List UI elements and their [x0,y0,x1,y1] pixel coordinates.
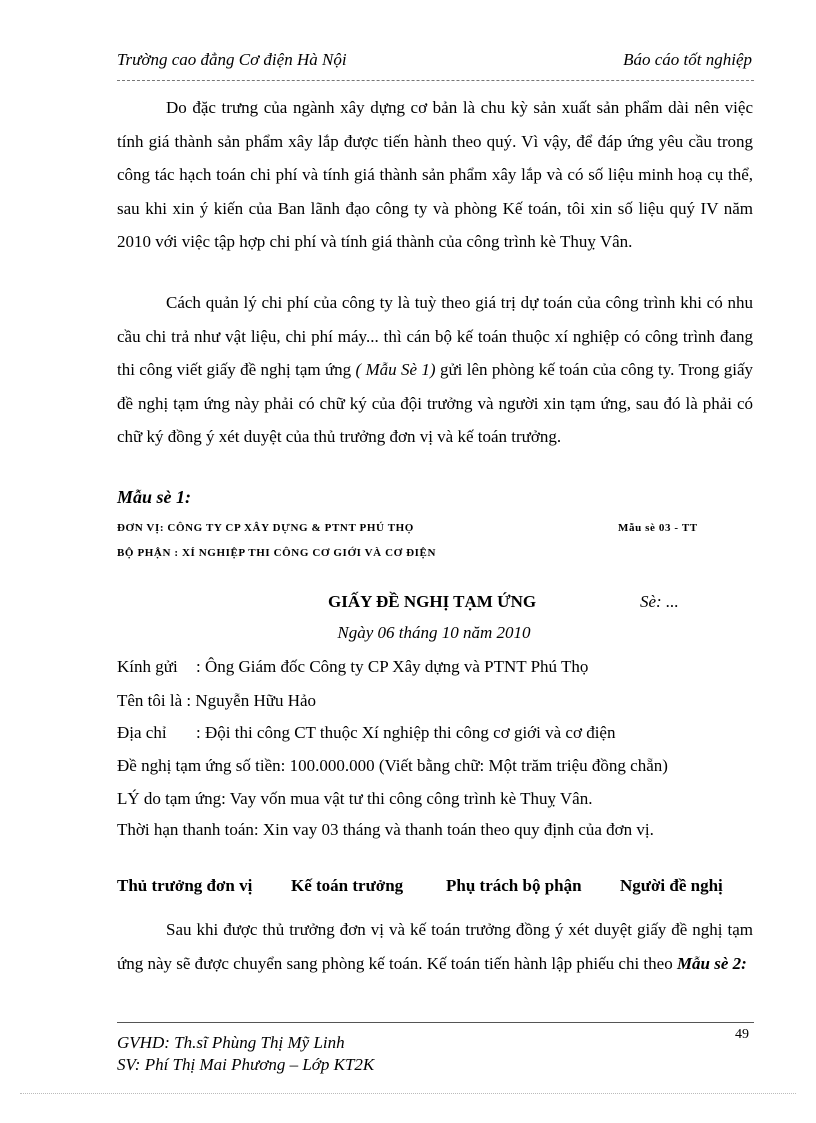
page-number: 49 [735,1027,749,1042]
signature-head-of-unit: Thủ trưởng đơn vị [117,876,253,895]
paragraph-text: gửi lên phòng kế toán của công ty. Trong giấy đề nghị tạm ứng này phải có chữ ký của đội trưởng và người xin tạm ứng, sau đó là phải có chữ ký đồng ý xét duyệt của thủ trưởng đơn vị và kế toán trưởng. [117,360,754,446]
form-date: Ngày 06 tháng 10 năm 2010 [337,623,531,642]
address-value: : Đội thi công CT thuộc Xí nghiệp thi công cơ giới và cơ điện [196,723,616,742]
signature-requester: Người đề nghị [620,876,723,895]
name-value: : Nguyễn Hữu Hảo [182,691,317,710]
form-title: GIẤY ĐỀ NGHỊ TẠM ỨNG [328,592,537,611]
form-reason-line: LÝ do tạm ứng: Vay vốn mua vật tư thi công công trình kè Thuỵ Vân. [117,789,593,808]
header-divider [117,80,754,81]
sample-label: Mẫu sè 1: [117,487,192,507]
footer-advisor: GVHD: Th.sĩ Phùng Thị Mỹ Linh [117,1033,345,1052]
recipient-value: : Ông Giám đốc Công ty CP Xây dựng và PTNT Phú Thọ [196,657,589,676]
signature-chief-accountant: Kế toán trưởng [291,876,404,895]
form-name-line [117,691,316,711]
paragraph-text: Sau khi được thủ trưởng đơn vị và kế toán trưởng đồng ý xét duyệt giấy đề nghị tạm ứng này sẽ được chuyển sang phòng kế toán. Kế toán tiến hành lập phiếu chi theo [117,920,753,973]
signature-department-head: Phụ trách bộ phận [446,876,582,895]
paragraph-cost-management [117,286,753,454]
name-label: Tên tôi là [117,691,183,710]
recipient-label: Kính gửi [117,657,178,676]
form-term-line: Thời hạn thanh toán: Xin vay 03 tháng và thanh toán theo quy định của đơn vị. [117,820,654,839]
form-reference: ( Mẫu Sè 1) [355,360,436,379]
page-bottom-border [20,1093,796,1094]
form-number-code: Mẫu sè 03 - TT [618,522,698,534]
footer-student: SV: Phí Thị Mai Phương – Lớp KT2K [117,1055,375,1074]
form-department: BỘ PHẬN : XÍ NGHIỆP THI CÔNG CƠ GIỚI VÀ CƠ ĐIỆN [117,547,437,559]
form-reference-2: Mẫu sè 2: [676,953,747,973]
form-unit: ĐƠN VỊ: CÔNG TY CP XÂY DỰNG & PTNT PHÚ THỌ [117,522,414,534]
form-serial: Sè: ... [640,592,679,611]
paragraph-approval [117,913,753,980]
paragraph-intro: Do đặc trưng của ngành xây dựng cơ bản là chu kỳ sản xuất sản phẩm dài nên việc tính giá thành sản phẩm xây lắp được tiến hành theo quý. Vì vậy, để đáp ứng yêu cầu trong công tác hạch toán chi phí và tính giá thành sản phẩm xây lắp và có số liệu minh hoạ cụ thể, sau khi xin ý kiến của Ban lãnh đạo công ty và phòng Kế toán, tôi xin số liệu quý IV năm 2010 với việc tập hợp chi phí và tính giá thành của công trình kè Thuỵ Vân. [117,98,753,251]
form-amount-line: Đề nghị tạm ứng số tiền: 100.000.000 (Viết bằng chữ: Một trăm triệu đồng chẵn) [117,756,668,775]
footer-divider [117,1022,754,1023]
address-label: Địa chỉ [117,723,167,742]
paragraph-text: Cách quản lý chi phí của công ty là tuỳ theo giá trị dự toán của công trình khi có nhu cầu chi trả như vật liệu, chi phí máy... thì cán bộ kế toán thuộc xí nghiệp có công trình đang thi công viết giấy đề nghị tạm ứng [117,293,753,379]
form-address-line [117,723,615,743]
header-report-type: Báo cáo tốt nghiệp [623,50,752,69]
header-school: Trường cao đẳng Cơ điện Hà Nội [117,50,347,69]
form-recipient-line [117,657,588,677]
